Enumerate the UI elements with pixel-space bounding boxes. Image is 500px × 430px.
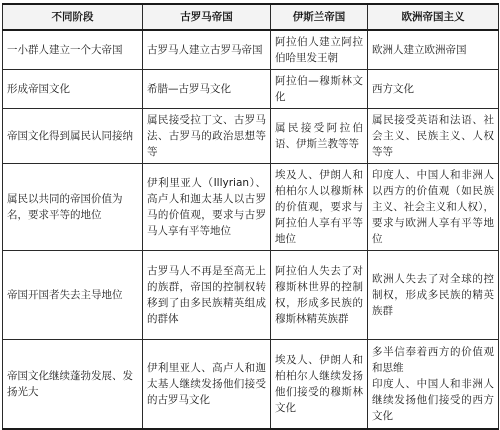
table-header: [3, 4, 499, 30]
cell-roman: 希腊—古罗马文化: [143, 70, 271, 109]
cell-line: 多半信奉着西方的价值观和思维: [372, 346, 494, 374]
header-roman-empire: 古罗马帝国: [143, 4, 271, 30]
table-container: [2, 3, 498, 422]
header-row: [3, 4, 499, 30]
cell-roman: 古罗马人不再是至高无上的族群，帝国的控制权转移到了由多民族精英组成的群体: [143, 251, 271, 340]
cell-european: 西方文化: [368, 70, 499, 109]
cell-roman: 伊利里亚人（Illyrian）、高卢人和迦太基人以古罗马的价值观，要求与古罗马人享有平等地位: [143, 164, 271, 251]
header-european-imperialism: 欧洲帝国主义: [368, 4, 499, 30]
table-row: [3, 164, 499, 251]
cell-european: 欧洲人建立欧洲帝国: [368, 30, 499, 70]
cell-stage: 一小群人建立一个大帝国: [3, 30, 143, 70]
table-body: [3, 30, 499, 429]
cell-stage: 属民以共同的帝国价值为名，要求平等的地位: [3, 164, 143, 251]
cell-islamic: 阿拉伯人建立阿拉伯哈里发王朝: [271, 30, 368, 70]
table-row: [3, 70, 499, 109]
cell-stage: 帝国文化得到属民认同接纳: [3, 109, 143, 164]
comparison-table: [2, 3, 499, 430]
cell-islamic: 埃及人、伊朗人和柏柏尔人继续发扬他们接受的穆斯林文化: [271, 340, 368, 430]
cell-roman: 属民接受拉丁文、古罗马法、古罗马的政治思想等等: [143, 109, 271, 164]
cell-european: 印度人、中国人和非洲人以西方的价值观（如民族主义、社会主义和人权），要求与欧洲人享有平等地位: [368, 164, 499, 251]
header-islamic-empire: 伊斯兰帝国: [271, 4, 368, 30]
cell-stage: 帝国文化继续蓬勃发展、发扬光大: [3, 340, 143, 430]
table-row: [3, 109, 499, 164]
cell-islamic: 埃及人、伊朗人和柏柏尔人以穆斯林的价值观，要求与阿拉伯人享有平等地位: [271, 164, 368, 251]
cell-roman: 古罗马人建立古罗马帝国: [143, 30, 271, 70]
cell-european: 欧洲人失去了对全球的控制权，形成多民族的精英族群: [368, 251, 499, 340]
header-stage: 不同阶段: [3, 4, 143, 30]
cell-roman: 伊利里亚人、高卢人和迦太基人继续发扬他们接受的古罗马文化: [143, 340, 271, 430]
table-row: [3, 340, 499, 430]
cell-islamic: 属民接受阿拉伯语、伊斯兰教等等: [271, 109, 368, 164]
cell-islamic: 阿拉伯—穆斯林文化: [271, 70, 368, 109]
cell-european: [368, 340, 499, 430]
cell-european: 属民接受英语和法语、社会主义、民族主义、人权等等: [368, 109, 499, 164]
cell-line: 印度人、中国人和非洲人继续发扬他们接受的西方文化: [372, 378, 494, 422]
table-row: [3, 251, 499, 340]
table-row: [3, 30, 499, 70]
cell-stage: 形成帝国文化: [3, 70, 143, 109]
cell-stage: 帝国开国者失去主导地位: [3, 251, 143, 340]
cell-islamic: 阿拉伯人失去了对穆斯林世界的控制权，形成多民族的穆斯林精英族群: [271, 251, 368, 340]
